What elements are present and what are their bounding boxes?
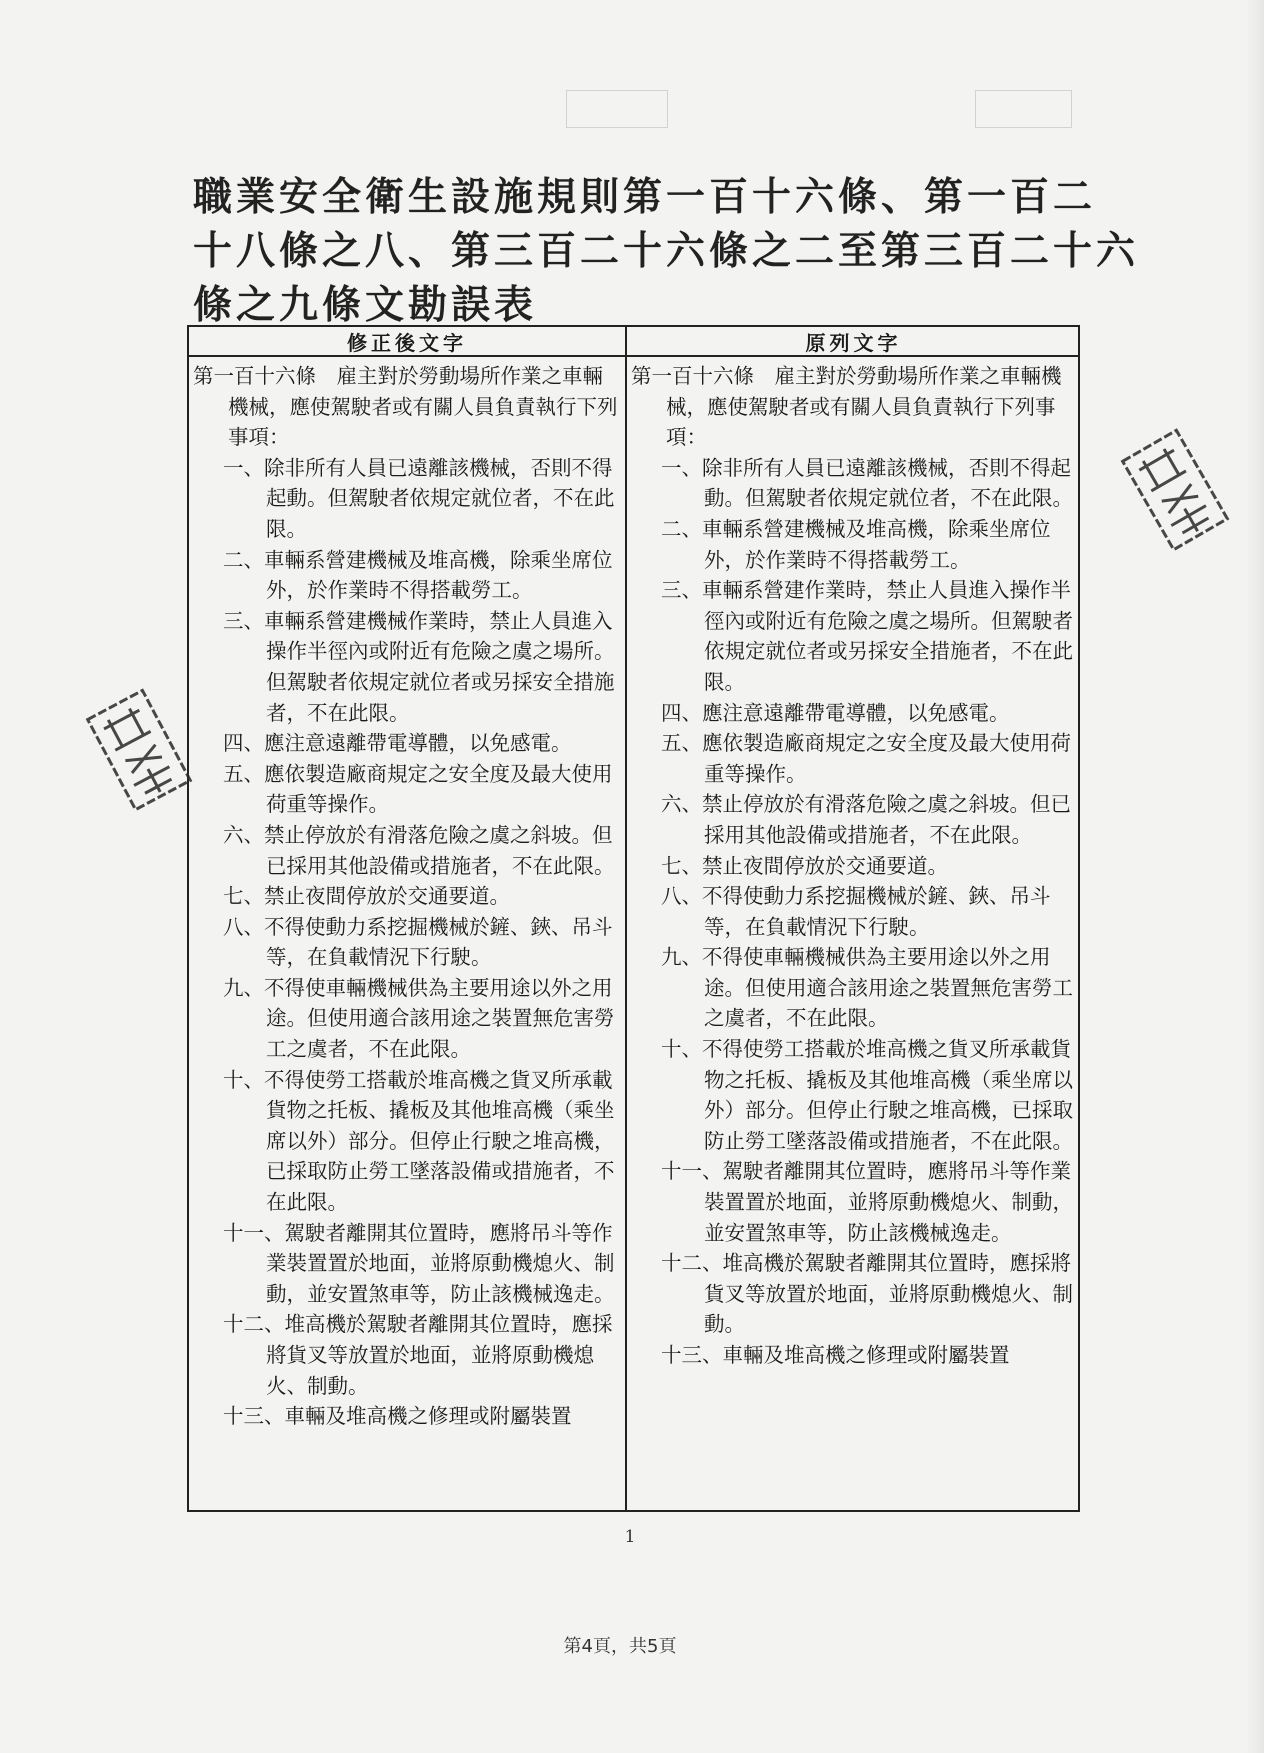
errata-table: [187, 325, 1080, 1512]
original-item: 四、應注意遠離帶電導體，以免感電。: [661, 700, 1010, 725]
proofread-seal-right: [1117, 425, 1233, 555]
revised-item: 二、車輛系營建機械及堆高機，除乘坐席位外，於作業時不得搭載勞工。: [223, 547, 613, 603]
page-footer: 第4頁，共5頁: [563, 1636, 677, 1657]
original-item: 十三、車輛及堆高機之修理或附屬裝置: [661, 1343, 1010, 1367]
revised-item: 四、應注意遠離帶電導體，以免感電。: [223, 731, 572, 756]
revised-item: 八、不得使動力系挖掘機械於鏟、鋏、吊斗等，在負載情況下行駛。: [223, 914, 613, 970]
original-item: 二、車輛系營建機械及堆高機，除乘坐席位外，於作業時不得搭載勞工。: [661, 516, 1051, 572]
faint-bleed-box: [975, 90, 1072, 128]
original-item: 七、禁止夜間停放於交通要道。: [661, 853, 948, 878]
title-line-1: 職業安全衛生設施規則第一百十六條、第一百二: [193, 174, 1097, 220]
original-item: 一、除非所有人員已遠離該機械，否則不得起動。但駕駛者依規定就位者，不在此限。: [661, 455, 1073, 511]
page-number: 1: [624, 1527, 636, 1547]
original-item: 九、不得使車輛機械供為主要用途以外之用途。但使用適合該用途之裝置無危害勞工之虞者，不在此限。: [661, 945, 1073, 1031]
column-original: [627, 357, 1080, 1510]
original-item: 六、禁止停放於有滑落危險之虞之斜坡。但已採用其他設備或措施者，不在此限。: [661, 792, 1071, 847]
original-item: 八、不得使動力系挖掘機械於鏟、鋏、吊斗等，在負載情況下行駛。: [661, 884, 1051, 939]
revised-item: 七、禁止夜間停放於交通要道。: [223, 884, 510, 909]
original-item: 十二、堆高機於駕駛者離開其位置時，應採將貨叉等放置於地面，並將原動機熄火、制動。: [661, 1251, 1073, 1337]
proofread-seal-left: [82, 685, 195, 815]
header-revised: 修正後文字: [189, 327, 627, 357]
header-original: 原列文字: [627, 327, 1080, 357]
original-item: 三、車輛系營建作業時，禁止人員進入操作半徑內或附近有危險之虞之場所。但駕駛者依規定就位者或另採安全措施者，不在此限。: [661, 578, 1073, 694]
revised-item: 一、除非所有人員已遠離該機械，否則不得起動。但駕駛者依規定就位者，不在此限。: [223, 455, 615, 541]
revised-item: 十、不得使勞工搭載於堆高機之貨叉所承載貨物之托板、撬板及其他堆高機（乘坐席以外）部分。但停止行駛之堆高機，已採取防止勞工墜落設備或措施者，不在此限。: [223, 1067, 615, 1215]
revised-item: 十二、堆高機於駕駛者離開其位置時，應採將貨叉等放置於地面，並將原動機熄火、制動。: [223, 1312, 613, 1398]
column-revised: [189, 357, 627, 1510]
original-item: 五、應依製造廠商規定之安全度及最大使用荷重等操作。: [661, 731, 1071, 786]
revised-item: 十三、車輛及堆高機之修理或附屬裝置: [223, 1404, 572, 1429]
title-line-3: 條之九條文勘誤表: [193, 282, 538, 328]
original-item: 十、不得使勞工搭載於堆高機之貨叉所承載貨物之托板、撬板及其他堆高機（乘坐席以外）部分。但停止行駛之堆高機，已採取防止勞工墜落設備或措施者，不在此限。: [661, 1037, 1073, 1153]
document-title: [193, 170, 1140, 332]
faint-bleed-box: [566, 90, 668, 128]
page-edge-shadow: [1246, 0, 1264, 1753]
revised-item: 三、車輛系營建機械作業時，禁止人員進入操作半徑內或附近有危險之虞之場所。但駕駛者依規定就位者或另採安全措施者，不在此限。: [223, 608, 615, 725]
title-line-2: 十八條之八、第三百二十六條之二至第三百二十六: [193, 228, 1140, 274]
original-intro: 第一百十六條 雇主對於勞動場所作業之車輛機械，應使駕駛者或有關人員負責執行下列事項：: [631, 364, 1062, 450]
revised-item: 六、禁止停放於有滑落危險之虞之斜坡。但已採用其他設備或措施者，不在此限。: [223, 822, 615, 878]
original-item: 十一、駕駛者離開其位置時，應將吊斗等作業裝置置於地面，並將原動機熄火、制動，並安置煞車等，防止該機械逸走。: [661, 1159, 1073, 1245]
revised-item: 五、應依製造廠商規定之安全度及最大使用荷重等操作。: [223, 761, 613, 817]
revised-item: 九、不得使車輛機械供為主要用途以外之用途。但使用適合該用途之裝置無危害勞工之虞者，不在此限。: [223, 975, 615, 1062]
revised-item: 十一、駕駛者離開其位置時，應將吊斗等作業裝置置於地面，並將原動機熄火、制動，並安置煞車等，防止該機械逸走。: [223, 1220, 615, 1306]
revised-intro: 第一百十六條 雇主對於勞動場所作業之車輛機械，應使駕駛者或有關人員負責執行下列事項：: [193, 364, 618, 450]
